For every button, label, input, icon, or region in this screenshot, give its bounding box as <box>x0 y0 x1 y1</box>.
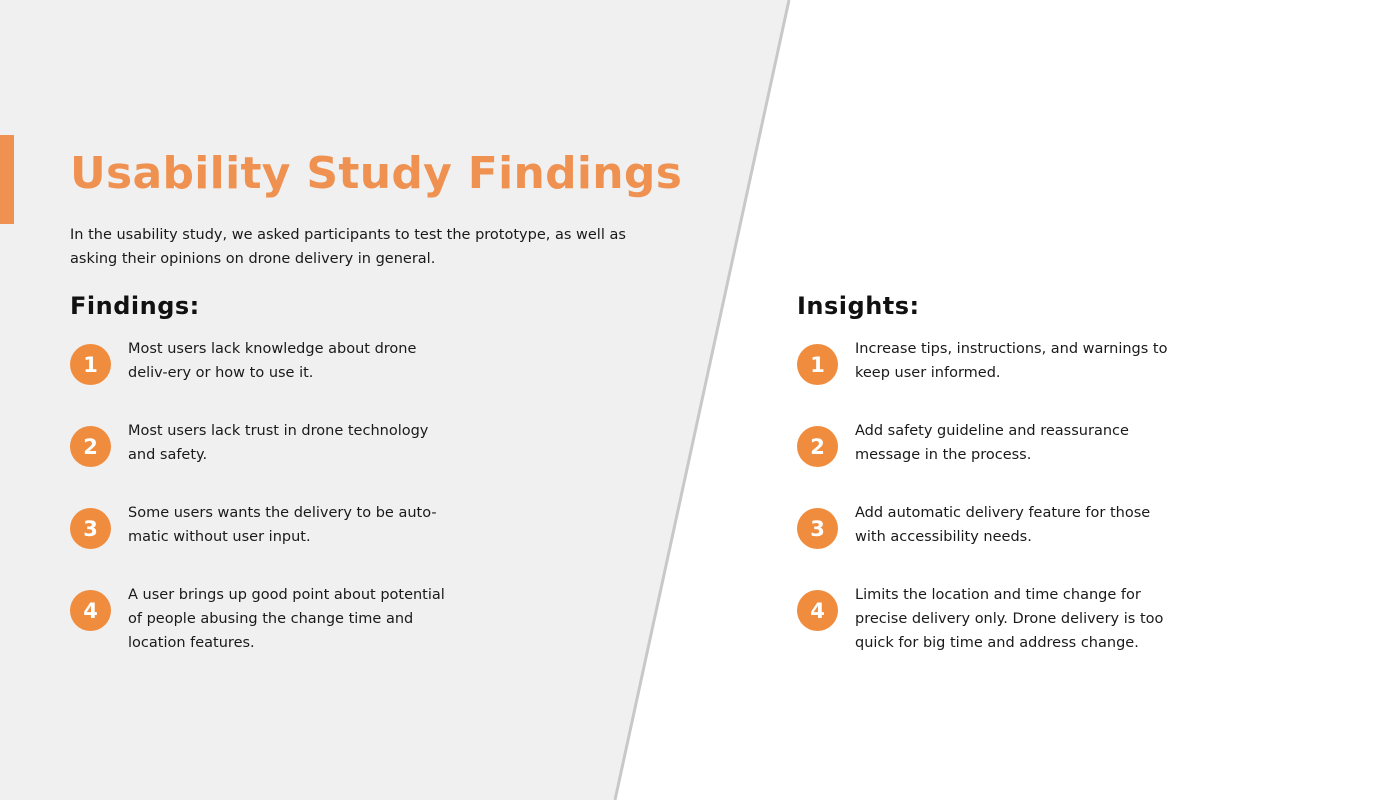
insight-text: Increase tips, instructions, and warnings to keep user informed. <box>855 341 1168 381</box>
finding-item-3 <box>70 501 448 549</box>
number-badge: 4 <box>70 590 111 631</box>
finding-item-4 <box>70 583 448 655</box>
intro-paragraph: In the usability study, we asked participants to test the prototype, as well as asking their opinions on drone delivery in general. <box>70 227 626 267</box>
insight-item-2 <box>797 419 1185 467</box>
insight-text: Add automatic delivery feature for those with accessibility needs. <box>855 505 1151 545</box>
number-badge: 1 <box>797 344 838 385</box>
insights-heading: Insights: <box>797 292 920 320</box>
finding-text: Most users lack trust in drone technology and safety. <box>128 423 429 463</box>
insight-text: Limits the location and time change for precise delivery only. Drone delivery is too quick for big time and address change. <box>855 587 1164 651</box>
number-badge: 2 <box>797 426 838 467</box>
insight-text: Add safety guideline and reassurance message in the process. <box>855 423 1129 463</box>
number-badge: 2 <box>70 426 111 467</box>
accent-bar <box>0 135 14 224</box>
number-badge: 1 <box>70 344 111 385</box>
number-badge: 3 <box>797 508 838 549</box>
finding-item-2 <box>70 419 448 467</box>
finding-text: A user brings up good point about potential of people abusing the change time and location features. <box>128 587 445 651</box>
findings-heading: Findings: <box>70 292 200 320</box>
insight-item-1 <box>797 337 1185 385</box>
page-title: Usability Study Findings <box>70 148 683 199</box>
finding-item-1 <box>70 337 448 385</box>
finding-text: Most users lack knowledge about drone deliv-ery or how to use it. <box>128 341 417 381</box>
finding-text: Some users wants the delivery to be auto-matic without user input. <box>128 505 437 545</box>
insight-item-3 <box>797 501 1185 549</box>
number-badge: 3 <box>70 508 111 549</box>
number-badge: 4 <box>797 590 838 631</box>
insight-item-4 <box>797 583 1185 655</box>
